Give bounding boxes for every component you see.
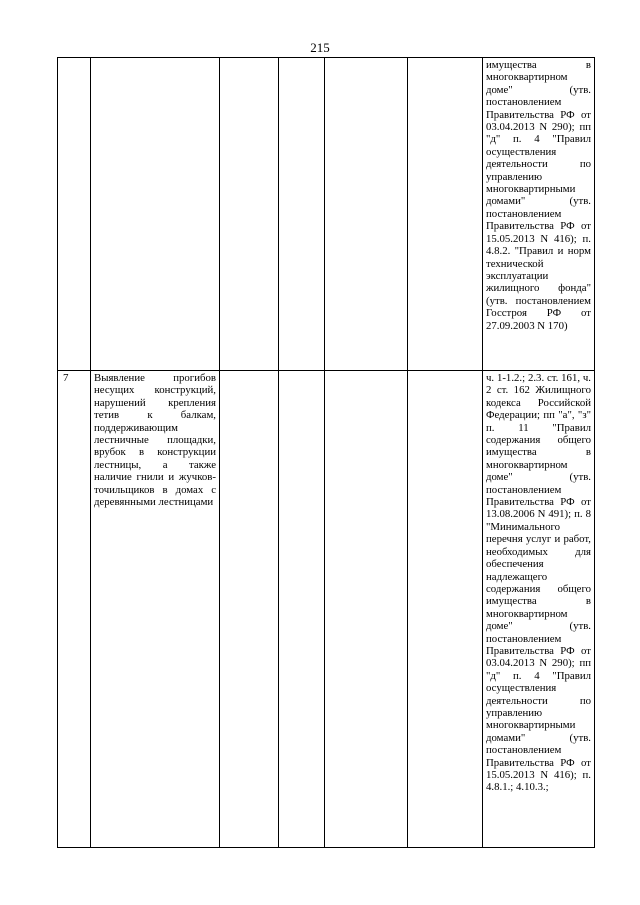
- cell-empty: [279, 58, 325, 371]
- row-number: 7: [63, 372, 69, 384]
- cell-empty: [220, 371, 279, 848]
- requirements-table: [57, 57, 595, 848]
- cell-empty: [325, 58, 408, 371]
- table-row-continuation: [58, 58, 595, 371]
- cell-number: [58, 371, 91, 848]
- work-description: Выявление прогибов несущих конструкций, нарушений крепления тетив к балкам, поддерживающим лестничные площадки, врубок в конструкции лестницы, а также наличие гнили и жучков-точильщиков в домах с деревянными лестницами: [94, 372, 216, 509]
- cell-legal-basis: [483, 371, 595, 848]
- legal-basis-text: ч. 1-1.2.; 2.3. ст. 161, ч. 2 ст. 162 Жилищного кодекса Российской Федерации; пп "а", "з" п. 11 "Правил содержания общего имущества в многоквартирном доме" (утв. постановлением Правительства РФ от 13.08.2006 N 491); п. 8 "Минимального перечня услуг и работ, необходимых для обеспечения надлежащего содержания общего имущества в многоквартирном доме" (утв. постановлением Правительства РФ от 03.04.2013 N 290); пп "д" п. 4 "Правил осуществления деятельности по управлению многоквартирными домами" (утв. постановлением Правительства РФ от 15.05.2013 N 416); п. 4.8.1.; 4.10.3.;: [486, 372, 591, 794]
- cell-number: [58, 58, 91, 371]
- cell-work: [91, 58, 220, 371]
- cell-empty: [220, 58, 279, 371]
- cell-work: [91, 371, 220, 848]
- page-number: 215: [310, 40, 330, 55]
- cell-empty: [325, 371, 408, 848]
- cell-empty: [279, 371, 325, 848]
- cell-empty: [408, 371, 483, 848]
- legal-basis-text: имущества в многоквартирном доме" (утв. постановлением Правительства РФ от 03.04.2013 N 290); пп "д" п. 4 "Правил осуществления деятельности по управлению многоквартирными домами" (утв. постановлением Правительства РФ от 15.05.2013 N 416); п. 4.8.2. "Правил и норм технической эксплуатации жилищного фонда" (утв. постановлением Госстроя РФ от 27.09.2003 N 170): [486, 59, 591, 332]
- cell-empty: [408, 58, 483, 371]
- cell-legal-basis: [483, 58, 595, 371]
- table-row-7: [58, 371, 595, 848]
